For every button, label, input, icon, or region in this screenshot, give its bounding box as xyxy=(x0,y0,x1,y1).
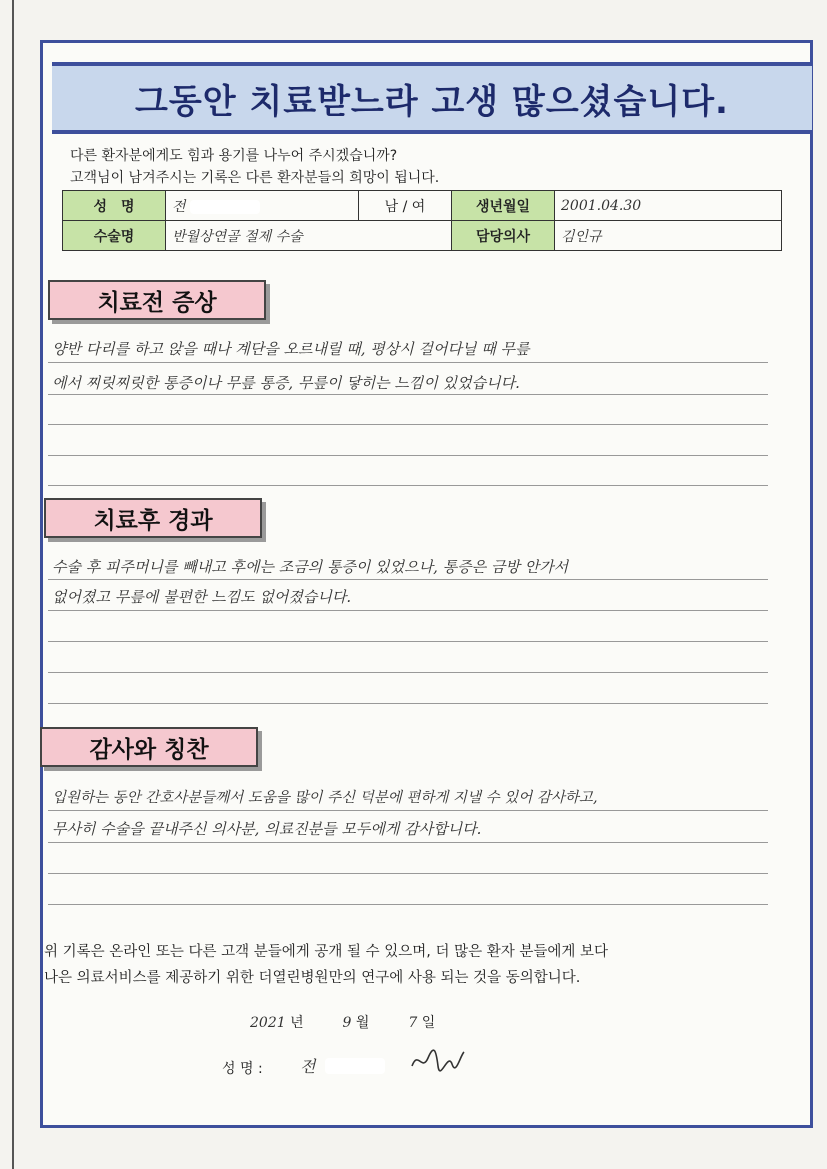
doctor-value: 김인규 xyxy=(555,221,782,251)
name-value: 전 xyxy=(172,198,186,215)
page-edge-line xyxy=(12,0,14,1169)
rule xyxy=(48,455,768,456)
signature-label: 성 명 : xyxy=(222,1061,263,1077)
section-thanks-title: 감사와 칭찬 xyxy=(40,727,258,767)
name-cell xyxy=(166,191,359,221)
section-before-title: 치료전 증상 xyxy=(48,280,266,320)
before-line-1: 양반 다리를 하고 앉을 때나 계단을 오르내릴 때, 평상시 걸어다닐 때 무릎 xyxy=(52,340,530,358)
rule xyxy=(48,394,768,395)
rule xyxy=(48,703,768,704)
rule xyxy=(48,610,768,611)
doctor-label: 담당의사 xyxy=(452,221,555,251)
gender-value: 남 / 여 xyxy=(359,191,452,221)
consent-line-2: 나은 의료서비스를 제공하기 위한 더열린병원만의 연구에 사용 되는 것을 동의합니다. xyxy=(44,970,581,986)
thanks-line-1: 입원하는 동안 간호사분들께서 도움을 많이 주신 덕분에 편하게 지낼 수 있어 감사하고, xyxy=(52,790,598,806)
rule xyxy=(48,641,768,642)
rule xyxy=(48,362,768,363)
intro-line-2: 고객님이 남겨주시는 기록은 다른 환자분들의 희망이 됩니다. xyxy=(70,170,440,186)
redacted-signature-name xyxy=(325,1058,385,1074)
rule xyxy=(48,904,768,905)
rule xyxy=(48,485,768,486)
date-line xyxy=(250,1012,435,1032)
before-line-2: 에서 찌릿찌릿한 통증이나 무릎 통증, 무릎이 닿히는 느낌이 있었습니다. xyxy=(52,374,520,392)
surgery-value: 반월상연골 절제 수술 xyxy=(166,221,452,251)
rule xyxy=(48,672,768,673)
redacted-name xyxy=(190,200,260,214)
signature-name: 전 xyxy=(300,1057,316,1076)
name-label: 성 명 xyxy=(63,191,166,221)
date-month-unit: 월 xyxy=(355,1015,370,1031)
rule xyxy=(48,842,768,843)
surgery-label: 수술명 xyxy=(63,221,166,251)
date-day: 7 xyxy=(408,1015,418,1031)
after-line-2: 없어졌고 무릎에 불편한 느낌도 없어졌습니다. xyxy=(52,588,352,606)
rule xyxy=(48,424,768,425)
date-day-unit: 일 xyxy=(421,1015,436,1031)
date-year-unit: 년 xyxy=(290,1015,304,1031)
patient-info-table xyxy=(62,190,782,251)
section-after-title: 치료후 경과 xyxy=(44,498,262,538)
rule xyxy=(48,579,768,580)
page-title: 그동안 치료받느라 고생 많으셨습니다. xyxy=(135,81,729,122)
date-month: 9 xyxy=(342,1015,352,1031)
intro-line-1: 다른 환자분에게도 힘과 용기를 나누어 주시겠습니까? xyxy=(70,148,398,164)
date-year: 2021 xyxy=(250,1015,286,1031)
birth-label: 생년월일 xyxy=(452,191,555,221)
after-line-1: 수술 후 피주머니를 빼내고 후에는 조금의 통증이 있었으나, 통증은 금방 안가서 xyxy=(52,558,569,576)
thanks-line-2: 무사히 수술을 끝내주신 의사분, 의료진분들 모두에게 감사합니다. xyxy=(52,820,482,838)
rule xyxy=(48,810,768,811)
handwritten-signature xyxy=(408,1046,468,1076)
title-banner xyxy=(52,62,812,134)
birth-value: 2001.04.30 xyxy=(555,191,782,221)
rule xyxy=(48,873,768,874)
consent-line-1: 위 기록은 온라인 또는 다른 고객 분들에게 공개 될 수 있으며, 더 많은 환자 분들에게 보다 xyxy=(44,944,608,960)
